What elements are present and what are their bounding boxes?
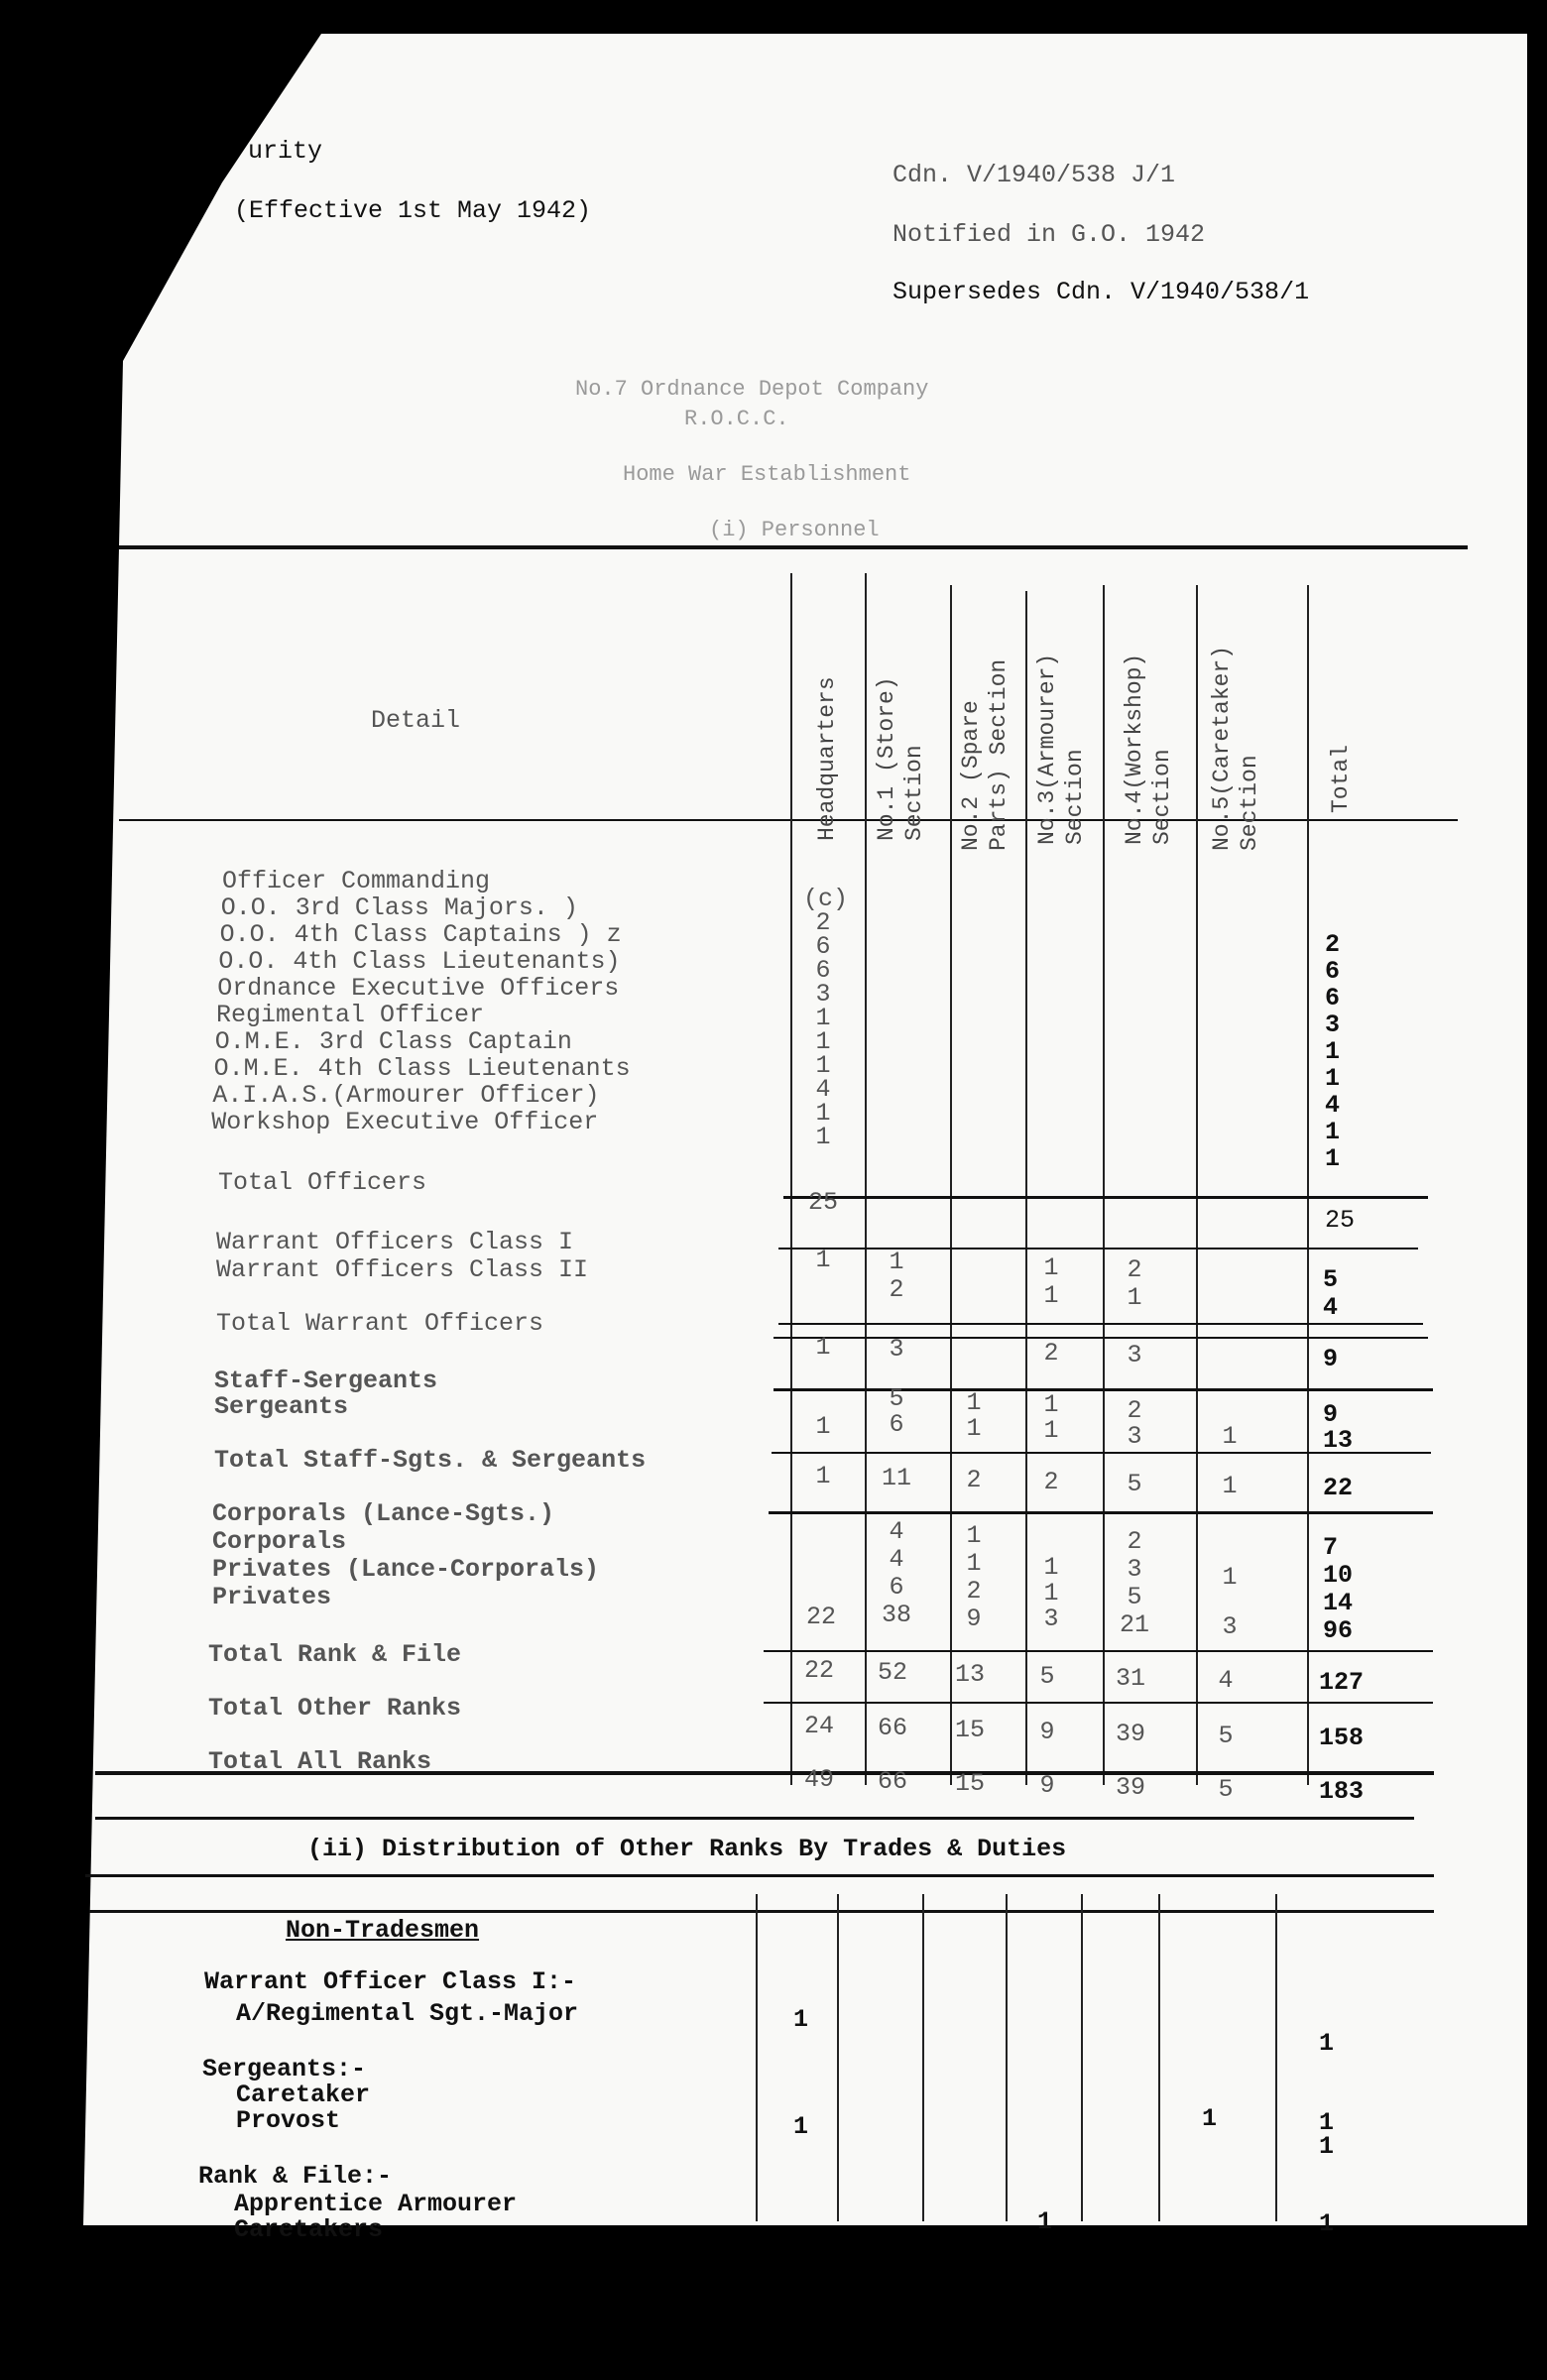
officer-label: O.O. 3rd Class Majors. ) — [220, 893, 578, 922]
rule-total-all-bottom — [95, 1817, 1414, 1820]
sergeants-s2: 1 — [966, 1414, 982, 1443]
sergeants-s1: 6 — [889, 1410, 904, 1439]
sergeants-total: 13 — [1323, 1426, 1354, 1455]
total-warrant-cell: 1 — [815, 1333, 831, 1362]
warrant-label: Warrant Officers Class II — [216, 1255, 589, 1284]
col-header-s2: No.2 (Spare Parts) Section — [958, 658, 1012, 851]
rankfile-total: 10 — [1323, 1561, 1354, 1590]
total-all-cell: 49 — [803, 1765, 834, 1794]
sgt-item-provost: Provost — [236, 2106, 341, 2135]
total-all-cell: 15 — [954, 1769, 985, 1798]
rule-after-officers — [783, 1196, 1428, 1199]
rule-total-rankfile-bottom — [764, 1702, 1433, 1704]
warrant-s1: 1 — [889, 1248, 904, 1276]
wo1-hq-value: 1 — [793, 2005, 809, 2034]
rankfile-s3: 1 — [1043, 1553, 1059, 1582]
sergeant-label: Staff-Sergeants — [214, 1367, 438, 1395]
warrant-s3: 1 — [1043, 1253, 1059, 1282]
rankfile-s2: 1 — [966, 1521, 982, 1550]
officer-label: Officer Commanding — [222, 867, 491, 895]
sergeants-s5: 1 — [1222, 1422, 1238, 1451]
col-header-s5: No.5(Caretaker) Section — [1209, 645, 1262, 851]
total-other-cell: 9 — [1039, 1718, 1055, 1746]
total-sergeants-cell: 2 — [1043, 1468, 1059, 1496]
company-subtitle: R.O.C.C. — [684, 407, 789, 431]
col-divider-hq — [790, 573, 792, 1785]
s2-col-total — [1275, 1894, 1277, 2221]
total-sergeants-cell: 2 — [966, 1466, 982, 1494]
total-all-label: Total All Ranks — [208, 1747, 432, 1776]
sergeants-s3: 1 — [1043, 1390, 1059, 1419]
officer-label: O.O. 4th Class Lieutenants) — [218, 947, 621, 976]
col-divider-s3 — [1025, 591, 1027, 1785]
rankfile-s2: 1 — [966, 1549, 982, 1578]
rf-heading: Rank & File:- — [198, 2162, 393, 2191]
rankfile-s5: 1 — [1222, 1563, 1238, 1592]
rankfile-s4: 3 — [1127, 1555, 1142, 1584]
rankfile-s5: 3 — [1222, 1612, 1238, 1641]
s2-col-s2 — [922, 1894, 924, 2221]
officer-label: O.O. 4th Class Captains ) z — [219, 920, 622, 949]
col-header-total: Total — [1328, 744, 1354, 813]
officer-hq-cell: 4 — [815, 1075, 831, 1104]
total-all-cell: 5 — [1218, 1775, 1234, 1804]
wo1-item: A/Regimental Sgt.-Major — [236, 1999, 579, 2028]
sergeants-s2: 1 — [966, 1388, 982, 1417]
officer-hq-cell: 1 — [815, 1027, 831, 1056]
wo1-heading: Warrant Officer Class I:- — [204, 1967, 577, 1996]
officer-total-cell: 1 — [1325, 1037, 1341, 1066]
rankfile-s1: 6 — [889, 1573, 904, 1602]
rankfile-s1: 4 — [889, 1517, 904, 1546]
warrant-s3: 1 — [1043, 1281, 1059, 1310]
total-rank-file-cell: 4 — [1218, 1666, 1234, 1695]
rankfile-s3: 3 — [1043, 1605, 1059, 1633]
total-other-cell: 158 — [1319, 1724, 1365, 1752]
officer-label: O.M.E. 4th Class Lieutenants — [213, 1054, 631, 1083]
officer-label: A.I.A.S.(Armourer Officer) — [212, 1081, 600, 1110]
total-rank-file-cell: 22 — [803, 1656, 834, 1685]
rule-total-warrant-bottom — [774, 1388, 1433, 1391]
total-warrant-cell: 9 — [1323, 1345, 1339, 1373]
sergeant-label: Sergeants — [214, 1392, 349, 1421]
total-officers-total: 25 — [1325, 1206, 1356, 1235]
wo1-total-value: 1 — [1319, 2029, 1335, 2058]
section2-title: (ii) Distribution of Other Ranks By Trades & Duties — [307, 1835, 1067, 1863]
officer-hq-cell: 2 — [815, 908, 831, 937]
total-all-cell: 66 — [877, 1767, 907, 1796]
rankfile-label: Corporals — [212, 1527, 347, 1556]
rankfile-label: Corporals (Lance-Sgts.) — [212, 1499, 555, 1528]
officer-hq-cell: 6 — [815, 932, 831, 961]
total-sergeants-cell: 11 — [881, 1464, 911, 1492]
rule-total-officers-bottom — [778, 1248, 1418, 1250]
sergeants-hq: 1 — [815, 1412, 831, 1441]
officer-hq-cell: 1 — [815, 1099, 831, 1128]
sergeants-s3: 1 — [1043, 1416, 1059, 1445]
col-header-s1: No.1 (Store) Section — [874, 676, 927, 841]
warrant-total: 5 — [1323, 1265, 1339, 1294]
rule-warrant-top — [778, 1323, 1423, 1325]
total-other-cell: 15 — [954, 1716, 985, 1744]
sgt-item-caretaker: Caretaker — [236, 2081, 371, 2109]
warrant-hq: 1 — [815, 1246, 831, 1274]
s2-col-s1 — [837, 1894, 839, 2221]
total-rank-file-cell: 52 — [877, 1658, 907, 1687]
total-warrant-cell: 3 — [889, 1335, 904, 1364]
rf-item-apprentice: Apprentice Armourer — [234, 2190, 518, 2218]
total-rank-file-cell: 5 — [1039, 1662, 1055, 1691]
rankfile-s4: 2 — [1127, 1527, 1142, 1556]
effective-date: (Effective 1st May 1942) — [234, 196, 592, 225]
officer-total-cell: 1 — [1325, 1064, 1341, 1093]
warrant-label: Warrant Officers Class I — [216, 1228, 574, 1256]
total-other-cell: 39 — [1115, 1720, 1145, 1748]
total-rank-file-cell: 13 — [954, 1660, 985, 1689]
officer-hq-cell: 3 — [815, 980, 831, 1009]
non-tradesmen-heading: Non-Tradesmen — [286, 1916, 480, 1945]
col-header-s4: No.4(Workshop) Section — [1122, 653, 1175, 845]
total-warrant-cell: 2 — [1043, 1339, 1059, 1368]
total-rank-file-label: Total Rank & File — [208, 1640, 462, 1669]
rankfile-total: 14 — [1323, 1589, 1354, 1617]
rankfile-hq: 22 — [805, 1603, 836, 1631]
total-rank-file-cell: 127 — [1319, 1668, 1365, 1697]
officer-total-cell: 1 — [1325, 1144, 1341, 1173]
table-top-rule — [119, 545, 1468, 549]
total-all-cell: 183 — [1319, 1777, 1365, 1806]
total-sergeants-cell: 5 — [1127, 1470, 1142, 1498]
warrant-total: 4 — [1323, 1293, 1339, 1322]
sergeants-s4: 2 — [1127, 1396, 1142, 1425]
total-other-cell: 5 — [1218, 1722, 1234, 1750]
s2-col-hq — [756, 1894, 758, 2221]
officer-label: Workshop Executive Officer — [211, 1108, 599, 1136]
rule-warrant-bottom — [774, 1337, 1428, 1339]
security-marking: urity — [248, 137, 323, 166]
officer-hq-cell: 1 — [815, 1051, 831, 1080]
total-warrant-label: Total Warrant Officers — [216, 1309, 544, 1338]
rankfile-total: 96 — [1323, 1616, 1354, 1645]
sgt-hq-value: 1 — [793, 2112, 809, 2141]
rankfile-s4: 5 — [1127, 1583, 1142, 1611]
s2-col-s3 — [1006, 1894, 1008, 2221]
rf-s3-value: 1 — [1037, 2207, 1053, 2236]
officer-total-cell: 4 — [1325, 1091, 1341, 1120]
rankfile-s2: 9 — [966, 1605, 982, 1633]
sergeants-s4: 3 — [1127, 1422, 1142, 1451]
sgt-s5-value: 1 — [1202, 2104, 1218, 2133]
rf-total-value: 1 — [1319, 2209, 1335, 2238]
officer-hq-cell: 1 — [815, 1004, 831, 1032]
officer-hq-cell: (c) — [803, 885, 849, 913]
sgt-heading: Sergeants:- — [202, 2055, 367, 2083]
company-title: No.7 Ordnance Depot Company — [575, 377, 929, 402]
rankfile-s3: 1 — [1043, 1579, 1059, 1607]
sgt-total-value-1: 1 — [1319, 2108, 1335, 2137]
rankfile-label: Privates — [212, 1583, 332, 1611]
total-sergeants-cell: 1 — [815, 1462, 831, 1490]
col-divider-total — [1307, 585, 1309, 1785]
col-divider-s4 — [1103, 585, 1105, 1785]
total-all-cell: 39 — [1115, 1773, 1145, 1802]
col-divider-s1 — [865, 573, 867, 1785]
rankfile-total: 7 — [1323, 1533, 1339, 1562]
rankfile-s1: 38 — [881, 1601, 911, 1629]
warrant-s1: 2 — [889, 1275, 904, 1304]
rankfile-s4: 21 — [1119, 1610, 1149, 1639]
personnel-heading: (i) Personnel — [709, 518, 880, 542]
total-other-label: Total Other Ranks — [208, 1694, 462, 1723]
detail-header: Detail — [371, 706, 461, 735]
officer-hq-cell: 6 — [815, 956, 831, 985]
s2-col-s5 — [1158, 1894, 1160, 2221]
total-other-cell: 66 — [877, 1714, 907, 1742]
supersedes-line: Supersedes Cdn. V/1940/538/1 — [892, 278, 1310, 306]
officer-label: O.M.E. 3rd Class Captain — [214, 1027, 572, 1056]
col-header-s3: No.3(Armourer) Section — [1034, 653, 1088, 845]
col-divider-s2 — [950, 585, 952, 1785]
rankfile-s1: 4 — [889, 1545, 904, 1574]
s2-col-s4 — [1081, 1894, 1083, 2221]
total-sergeants-label: Total Staff-Sgts. & Sergeants — [214, 1446, 647, 1475]
rankfile-label: Privates (Lance-Corporals) — [212, 1555, 600, 1584]
sgt-total-value-2: 1 — [1319, 2132, 1335, 2161]
total-warrant-cell: 3 — [1127, 1341, 1142, 1369]
officer-total-cell: 6 — [1325, 984, 1341, 1012]
rule-rankfile-bottom — [764, 1650, 1433, 1652]
officer-label: Ordnance Executive Officers — [217, 974, 620, 1003]
col-header-hq: Headquarters — [814, 676, 840, 841]
rule-total-sergeants-bottom — [769, 1511, 1433, 1514]
warrant-s4: 2 — [1127, 1255, 1142, 1284]
total-rank-file-cell: 31 — [1115, 1664, 1145, 1693]
cdn-reference: Cdn. V/1940/538 J/1 — [892, 161, 1176, 189]
rf-item-caretakers: Caretakers — [234, 2215, 384, 2244]
total-all-cell: 9 — [1039, 1771, 1055, 1800]
total-sergeants-cell: 1 — [1222, 1472, 1238, 1500]
section2-header-rule — [89, 1910, 1434, 1913]
warrant-s4: 1 — [1127, 1283, 1142, 1312]
sergeants-s1: 5 — [889, 1384, 904, 1413]
notified-line: Notified in G.O. 1942 — [892, 220, 1206, 249]
officer-total-cell: 3 — [1325, 1011, 1341, 1039]
total-other-cell: 24 — [803, 1712, 834, 1740]
total-officers-hq: 25 — [807, 1188, 838, 1217]
col-divider-s5 — [1196, 585, 1198, 1785]
section2-top-rule — [85, 1874, 1434, 1877]
rankfile-s2: 2 — [966, 1577, 982, 1606]
officer-hq-cell: 1 — [815, 1123, 831, 1151]
officer-total-cell: 2 — [1325, 930, 1341, 959]
total-sergeants-cell: 22 — [1323, 1474, 1354, 1502]
establishment-title: Home War Establishment — [623, 462, 911, 487]
total-officers-label: Total Officers — [218, 1168, 427, 1197]
officer-total-cell: 1 — [1325, 1118, 1341, 1146]
officer-label: Regimental Officer — [216, 1001, 485, 1029]
sergeants-total: 9 — [1323, 1400, 1339, 1429]
officer-total-cell: 6 — [1325, 957, 1341, 986]
